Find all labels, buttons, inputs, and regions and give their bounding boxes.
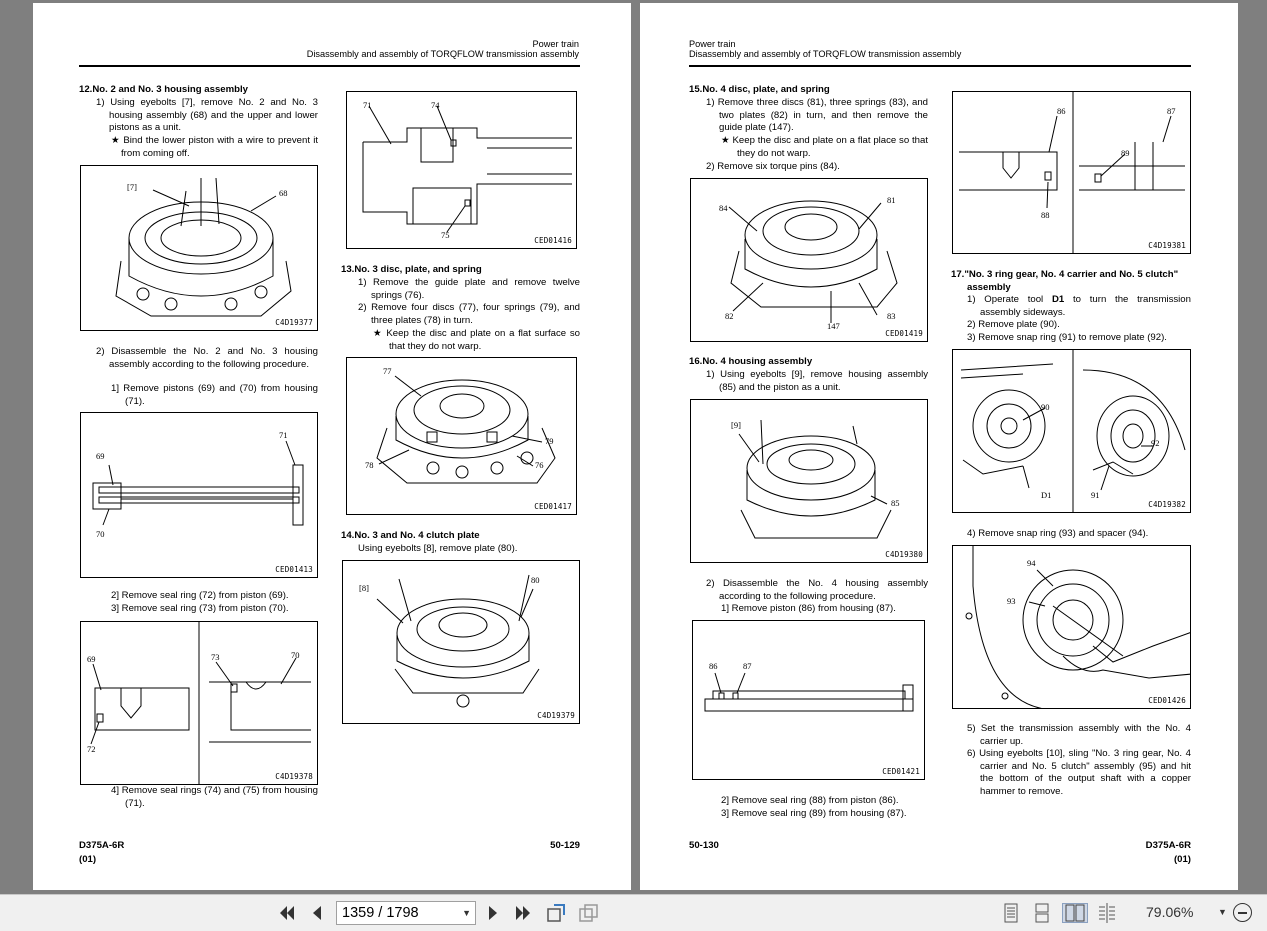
footer-page-number: 50-130 bbox=[689, 840, 719, 851]
callout-label: 85 bbox=[891, 498, 900, 508]
figure-no4-housing bbox=[690, 399, 928, 563]
callout-label: 86 bbox=[1057, 106, 1066, 116]
zoom-value[interactable]: 79.06% bbox=[1146, 904, 1194, 920]
callout-label: [8] bbox=[359, 583, 369, 593]
figure-drawing bbox=[691, 400, 928, 563]
callout-label: 71 bbox=[363, 100, 372, 110]
figure-seal-rings bbox=[80, 621, 318, 785]
header-title: Disassembly and assembly of TORQFLOW transmission assembly bbox=[689, 49, 962, 59]
section-title-13: 13.No. 3 disc, plate, and spring bbox=[341, 264, 482, 275]
callout-label: 90 bbox=[1041, 402, 1050, 412]
callout-label: 94 bbox=[1027, 558, 1036, 568]
continuous-facing-icon[interactable] bbox=[1096, 903, 1118, 923]
step-text: 1) Using eyebolts [9], remove housing assembly (85) and the piston as a unit. bbox=[706, 369, 928, 393]
figure-drawing bbox=[953, 92, 1191, 254]
callout-label: 86 bbox=[709, 661, 718, 671]
footer-revision: (01) bbox=[1173, 854, 1191, 865]
callout-label: 88 bbox=[1041, 210, 1050, 220]
tool-code: D1 bbox=[1051, 294, 1065, 305]
callout-label: 71 bbox=[279, 430, 288, 440]
callout-label: 73 bbox=[211, 652, 220, 662]
figure-code: C4D19381 bbox=[1148, 241, 1186, 250]
prev-page-icon[interactable] bbox=[306, 903, 328, 923]
figure-code: C4D19382 bbox=[1148, 500, 1186, 509]
page-number-field[interactable] bbox=[336, 901, 476, 925]
step-text: 2) Disassemble the No. 2 and No. 3 housing assembly according to the following procedure. bbox=[96, 346, 318, 370]
facing-icon[interactable] bbox=[1062, 903, 1088, 923]
step-text bbox=[967, 294, 1191, 319]
callout-label: 80 bbox=[531, 575, 540, 585]
step-text-part: to turn the transmission assembly sideways. bbox=[980, 294, 1191, 318]
step-text: Using eyebolts [8], remove plate (80). bbox=[358, 543, 518, 554]
callout-label: 70 bbox=[96, 529, 105, 539]
note-text: ★ Keep the disc and plate on a flat place so that they do not warp. bbox=[721, 135, 928, 159]
section-title-14: 14.No. 3 and No. 4 clutch plate bbox=[341, 530, 480, 541]
step-text-part: 1) Operate tool bbox=[967, 294, 1052, 305]
section-title-15: 15.No. 4 disc, plate, and spring bbox=[689, 84, 830, 95]
page-header bbox=[307, 39, 579, 59]
step-text: 3) Remove snap ring (91) to remove plate (92). bbox=[967, 332, 1167, 343]
figure-drawing bbox=[953, 546, 1191, 709]
footer-model-name: D375A-6R bbox=[79, 840, 125, 851]
step-text: 1) Remove three discs (81), three springs (83), and two plates (82) in turn, and then remove the guide plate (147). bbox=[706, 97, 928, 134]
header-section: Power train bbox=[532, 39, 579, 49]
callout-label: [7] bbox=[127, 182, 137, 192]
callout-label: 74 bbox=[431, 100, 440, 110]
figure-code: CED01413 bbox=[275, 565, 313, 574]
zoom-out-icon[interactable] bbox=[1233, 903, 1252, 922]
callout-label: 92 bbox=[1151, 438, 1160, 448]
last-page-glyph bbox=[513, 904, 533, 922]
figure-piston-removal bbox=[80, 412, 318, 578]
page-number-value: 1359 / 1798 bbox=[342, 905, 419, 921]
figure-code: CED01419 bbox=[885, 329, 923, 338]
facing-glyph bbox=[1065, 904, 1085, 922]
section-title-16: 16.No. 4 housing assembly bbox=[689, 356, 813, 367]
header-rule bbox=[79, 65, 580, 67]
figure-code: C4D19379 bbox=[537, 711, 575, 720]
callout-label: 79 bbox=[545, 436, 554, 446]
continuous-icon[interactable] bbox=[1031, 903, 1053, 923]
figure-spacer-removal bbox=[952, 545, 1191, 709]
next-page-icon[interactable] bbox=[482, 903, 504, 923]
callout-label: 69 bbox=[96, 451, 105, 461]
step-text: 4) Remove snap ring (93) and spacer (94). bbox=[967, 528, 1149, 539]
go-back-glyph bbox=[546, 903, 568, 923]
substep-text: 2] Remove seal ring (72) from piston (69). bbox=[111, 590, 289, 601]
figure-code: CED01416 bbox=[534, 236, 572, 245]
substep-text: 2] Remove seal ring (88) from piston (86). bbox=[721, 795, 899, 806]
figure-no3-disc bbox=[346, 357, 577, 515]
figure-piston-housing bbox=[692, 620, 925, 780]
callout-label: 87 bbox=[1167, 106, 1176, 116]
figure-housing-section bbox=[346, 91, 577, 249]
figure-code: C4D19377 bbox=[275, 318, 313, 327]
note-text: ★ Keep the disc and plate on a flat surface so that they do not warp. bbox=[373, 328, 580, 352]
go-forward-glyph bbox=[578, 903, 600, 923]
page-left bbox=[33, 3, 631, 890]
substep-text: 4] Remove seal rings (74) and (75) from housing (71). bbox=[111, 785, 318, 809]
step-text: 1) Remove the guide plate and remove twelve springs (76). bbox=[358, 277, 580, 301]
substep-text: 3] Remove seal ring (73) from piston (70). bbox=[111, 603, 289, 614]
figure-seal-ring-detail bbox=[952, 91, 1191, 254]
single-page-icon[interactable] bbox=[1000, 903, 1022, 923]
section-title-12: 12.No. 2 and No. 3 housing assembly bbox=[79, 84, 249, 95]
chevron-down-icon[interactable]: ▼ bbox=[462, 908, 471, 918]
footer-model-name: D375A-6R bbox=[1145, 840, 1191, 851]
continuous-glyph bbox=[1034, 903, 1050, 923]
figure-code: C4D19378 bbox=[275, 772, 313, 781]
callout-label: 70 bbox=[291, 650, 300, 660]
callout-label: 93 bbox=[1007, 596, 1016, 606]
page-header bbox=[689, 39, 961, 59]
figure-code: CED01417 bbox=[534, 502, 572, 511]
callout-label: 87 bbox=[743, 661, 752, 671]
callout-label: 89 bbox=[1121, 148, 1130, 158]
prev-page-glyph bbox=[310, 904, 324, 922]
step-text: 5) Set the transmission assembly with the No. 4 carrier up. bbox=[967, 723, 1191, 747]
callout-label: [9] bbox=[731, 420, 741, 430]
next-page-glyph bbox=[486, 904, 500, 922]
substep-text: 1] Remove piston (86) from housing (87). bbox=[721, 603, 896, 614]
continuous-facing-glyph bbox=[1097, 903, 1117, 923]
callout-label: 76 bbox=[535, 460, 544, 470]
footer-page-number: 50-129 bbox=[550, 840, 580, 851]
figure-drawing bbox=[693, 621, 925, 780]
step-text: 2) Disassemble the No. 4 housing assembly according to the following procedure. bbox=[706, 578, 928, 602]
page-right bbox=[640, 3, 1238, 890]
callout-label: 84 bbox=[719, 203, 728, 213]
figure-code: CED01421 bbox=[882, 767, 920, 776]
figure-drawing bbox=[343, 561, 580, 724]
note-text: ★ Bind the lower piston with a wire to prevent it from coming off. bbox=[111, 135, 318, 159]
go-forward-icon[interactable] bbox=[578, 903, 600, 923]
substep-text: 3] Remove seal ring (89) from housing (87). bbox=[721, 808, 907, 819]
header-title: Disassembly and assembly of TORQFLOW transmission assembly bbox=[306, 49, 579, 59]
figure-code: CED01426 bbox=[1148, 696, 1186, 705]
step-text: 1) Using eyebolts [7], remove No. 2 and No. 3 housing assembly (68) and the upper and lower pistons as a unit. bbox=[96, 97, 318, 134]
single-page-glyph bbox=[1003, 903, 1019, 923]
navigation-toolbar bbox=[0, 894, 1267, 931]
figure-housing-lift bbox=[80, 165, 318, 331]
footer-model bbox=[1146, 839, 1191, 867]
footer-revision: (01) bbox=[79, 854, 97, 865]
figure-drawing bbox=[81, 622, 318, 785]
first-page-icon[interactable] bbox=[276, 903, 298, 923]
callout-label: 69 bbox=[87, 654, 96, 664]
callout-label: 82 bbox=[725, 311, 734, 321]
figure-clutch-plate bbox=[342, 560, 580, 724]
step-text: 2) Remove plate (90). bbox=[967, 319, 1060, 330]
header-rule bbox=[689, 65, 1191, 67]
callout-label: 68 bbox=[279, 188, 288, 198]
callout-label: 83 bbox=[887, 311, 896, 321]
first-page-glyph bbox=[277, 904, 297, 922]
callout-label: 77 bbox=[383, 366, 392, 376]
footer-model bbox=[79, 839, 124, 867]
chevron-down-icon[interactable]: ▼ bbox=[1218, 907, 1227, 917]
figure-drawing bbox=[347, 358, 577, 515]
figure-drawing bbox=[347, 92, 577, 249]
callout-label: 81 bbox=[887, 195, 896, 205]
header-section: Power train bbox=[689, 39, 736, 49]
substep-text: 1] Remove pistons (69) and (70) from housing (71). bbox=[111, 383, 318, 407]
step-text: 2) Remove four discs (77), four springs (79), and three plates (78) in turn. bbox=[358, 302, 580, 326]
figure-no4-disc bbox=[690, 178, 928, 342]
callout-label: 91 bbox=[1091, 490, 1100, 500]
step-text: 2) Remove six torque pins (84). bbox=[706, 161, 840, 172]
last-page-icon[interactable] bbox=[512, 903, 534, 923]
figure-code: C4D19380 bbox=[885, 550, 923, 559]
callout-label: D1 bbox=[1041, 490, 1052, 500]
figure-snap-ring-plate bbox=[952, 349, 1191, 513]
callout-label: 75 bbox=[441, 230, 450, 240]
go-back-icon[interactable] bbox=[546, 903, 568, 923]
callout-label: 72 bbox=[87, 744, 96, 754]
callout-label: 147 bbox=[827, 321, 840, 331]
step-text: 6) Using eyebolts [10], sling "No. 3 ring gear, No. 4 carrier and No. 5 clutch" assembly (95) and hit the bottom of the output shaft with a copper hammer to remove. bbox=[967, 748, 1191, 797]
section-title-17: 17."No. 3 ring gear, No. 4 carrier and No. 5 clutch" assembly bbox=[951, 269, 1179, 293]
figure-drawing bbox=[953, 350, 1191, 513]
callout-label: 78 bbox=[365, 460, 374, 470]
